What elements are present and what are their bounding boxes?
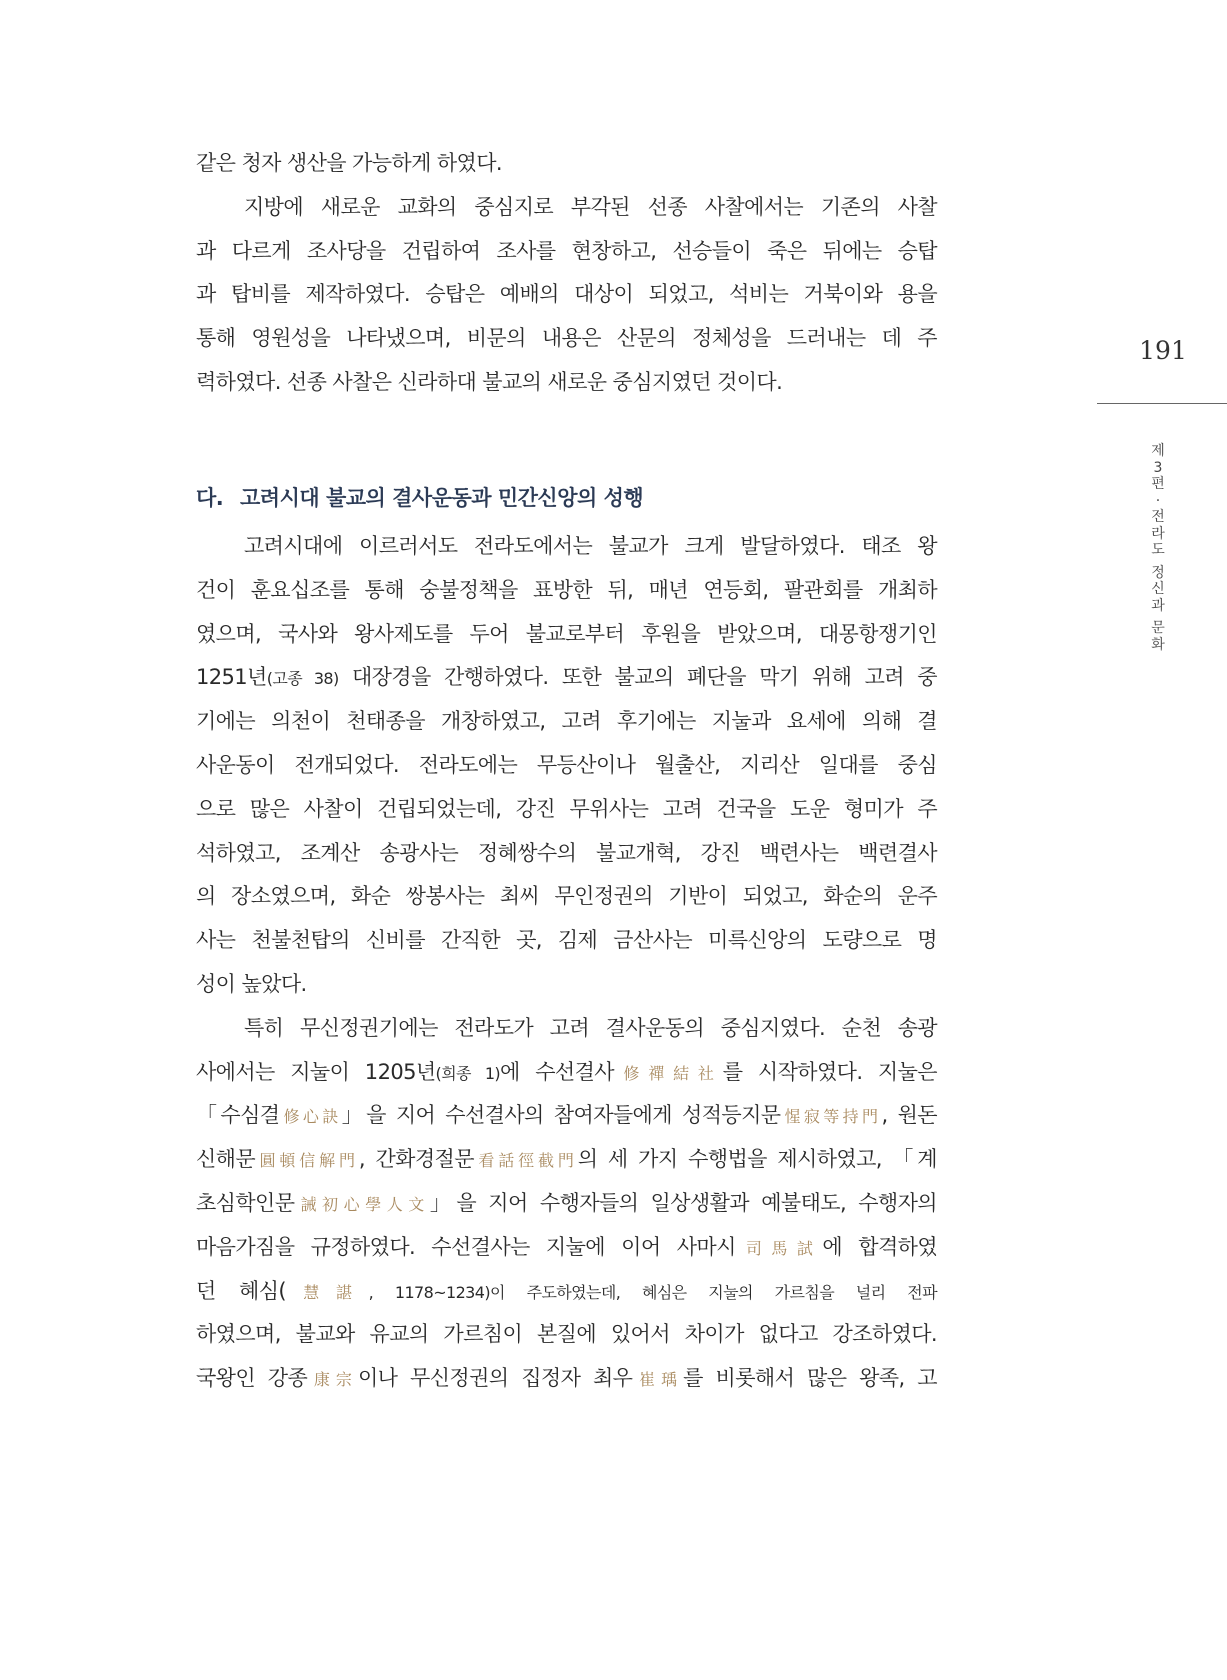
text-run: 를 시작하였다. 지눌은 <box>722 1059 937 1084</box>
text-line: 으로 많은 사찰이 건립되었는데, 강진 무위사는 고려 건국을 도운 형미가 주 <box>196 796 937 821</box>
hanja-text: 修心訣 <box>279 1107 342 1127</box>
text-line: 사운동이 전개되었다. 전라도에는 무등산이나 월출산, 지리산 일대를 중심 <box>196 752 937 777</box>
body-text-main <box>196 525 937 1401</box>
text-run: , 1178~1234)이 주도하였는데, 혜심은 지눌의 가르침을 널리 전파 <box>368 1282 937 1302</box>
text-line: 석하였고, 조계산 송광사는 정혜쌍수의 불교개혁, 강진 백련사는 백련결사 <box>196 840 937 865</box>
text-run: 초심학인문 <box>196 1190 295 1215</box>
hanja-text: 崔瑀 <box>632 1370 684 1390</box>
text-line: 하였으며, 불교와 유교의 가르침이 본질에 있어서 차이가 없다고 강조하였다. <box>196 1322 937 1347</box>
text-line: 통해 영원성을 나타냈으며, 비문의 내용은 산문의 정체성을 드러내는 데 주 <box>196 326 937 351</box>
text-line <box>196 1138 937 1182</box>
side-title-char: 신 <box>1151 581 1165 597</box>
text-line: 건이 훈요십조를 통해 숭불정책을 표방한 뒤, 매년 연등회, 팔관회를 개최하 <box>196 577 937 602</box>
text-line <box>196 1226 937 1270</box>
text-run: 사에서는 지눌이 1205년 <box>196 1059 436 1084</box>
text-line: 특히 무신정권기에는 전라도가 고려 결사운동의 중심지였다. 순천 송광 <box>244 1015 937 1040</box>
side-title-char: 문 <box>1151 620 1165 636</box>
section-heading-text: 고려시대 불교의 결사운동과 민간신앙의 성행 <box>240 486 644 510</box>
text-line: 력하였다. 선종 사찰은 신라하대 불교의 새로운 중심지였던 것이다. <box>196 369 783 394</box>
hanja-text: 惺寂等持門 <box>780 1107 882 1127</box>
side-title-char: · <box>1155 492 1161 509</box>
text-line: 기에는 의천이 천태종을 개창하였고, 고려 후기에는 지눌과 요세에 의해 결 <box>196 709 937 734</box>
text-run: , 간화경절문 <box>358 1147 474 1172</box>
text-line: 과 탑비를 제작하였다. 승탑은 예배의 대상이 되었고, 석비는 거북이와 용을 <box>196 282 937 307</box>
text-run: 를 비롯해서 많은 왕족, 고 <box>683 1366 937 1391</box>
text-run: 1251년 <box>196 665 267 690</box>
text-line: 지방에 새로운 교화의 중심지로 부각된 선종 사찰에서는 기존의 사찰 <box>244 194 937 219</box>
side-title-char: 화 <box>1151 636 1165 653</box>
text-line <box>196 1270 937 1314</box>
side-title-char: 편 <box>1151 476 1165 492</box>
side-title-char: 전 <box>1151 509 1165 525</box>
text-run: 던 혜심( <box>196 1278 287 1303</box>
hanja-text: 司馬試 <box>735 1238 823 1258</box>
text-line <box>196 1051 937 1095</box>
side-title-char: 제 <box>1151 443 1165 459</box>
side-title-char: 도 <box>1151 542 1165 558</box>
text-line: 의 장소였으며, 화순 쌍봉사는 최씨 무인정권의 기반이 되었고, 화순의 운주 <box>196 884 937 909</box>
text-line <box>196 1182 937 1226</box>
text-line <box>196 656 937 700</box>
side-title-char: 과 <box>1151 597 1165 614</box>
text-line: 같은 청자 생산을 가능하게 하였다. <box>196 151 502 175</box>
annotation-text: (희종 1) <box>435 1063 501 1083</box>
running-part-title <box>1147 443 1169 653</box>
hanja-text: 慧諶 <box>286 1282 369 1302</box>
text-line: 과 다르게 조사당을 건립하여 조사를 현창하고, 선승들이 죽은 뒤에는 승탑 <box>196 238 937 263</box>
section-marker: 다. <box>196 486 224 510</box>
text-line <box>196 1094 937 1138</box>
side-title-char: 라 <box>1151 525 1165 542</box>
side-title-char: 정 <box>1151 564 1165 581</box>
text-run: 국왕인 강종 <box>196 1366 308 1391</box>
text-line: 성이 높았다. <box>196 971 307 996</box>
text-run: 대장경을 간행하였다. 또한 불교의 폐단을 막기 위해 고려 중 <box>338 665 937 690</box>
text-run: 신해문 <box>196 1147 256 1172</box>
text-run: 」을 지어 수선결사의 참여자들에게 성적등지문 <box>341 1103 781 1128</box>
side-title-char: 3 <box>1153 459 1163 476</box>
section-heading <box>196 482 643 512</box>
page-number: 191 <box>1139 336 1187 365</box>
body-text-top <box>196 142 937 405</box>
hanja-text: 修禪結社 <box>613 1063 723 1083</box>
annotation-text: (고종 38) <box>266 669 339 689</box>
margin-divider <box>1097 403 1227 404</box>
text-line: 였으며, 국사와 왕사제도를 두어 불교로부터 후원을 받았으며, 대몽항쟁기인 <box>196 621 937 646</box>
hanja-text: 看話徑截門 <box>473 1151 578 1171</box>
text-run: 마음가짐을 규정하였다. 수선결사는 지눌에 이어 사마시 <box>196 1234 736 1259</box>
hanja-text: 康宗 <box>307 1370 358 1390</box>
hanja-text: 圓頓信解門 <box>255 1151 359 1171</box>
text-run: 「수심결 <box>196 1103 280 1128</box>
text-line: 사는 천불천탑의 신비를 간직한 곳, 김제 금산사는 미륵신앙의 도량으로 명 <box>196 928 937 953</box>
text-run: 에 합격하였 <box>822 1234 938 1259</box>
text-line: 고려시대에 이르러서도 전라도에서는 불교가 크게 발달하였다. 태조 왕 <box>244 534 937 558</box>
text-line <box>196 1357 937 1401</box>
hanja-text: 誡初心學人文 <box>294 1194 430 1214</box>
text-run: 」을 지어 수행자들의 일상생활과 예불태도, 수행자의 <box>429 1190 937 1215</box>
text-run: 이나 무신정권의 집정자 최우 <box>357 1366 633 1391</box>
text-run: 에 수선결사 <box>500 1059 614 1084</box>
text-run: , 원돈 <box>881 1103 937 1128</box>
text-run: 의 세 가지 수행법을 제시하였고, 「계 <box>577 1147 937 1172</box>
